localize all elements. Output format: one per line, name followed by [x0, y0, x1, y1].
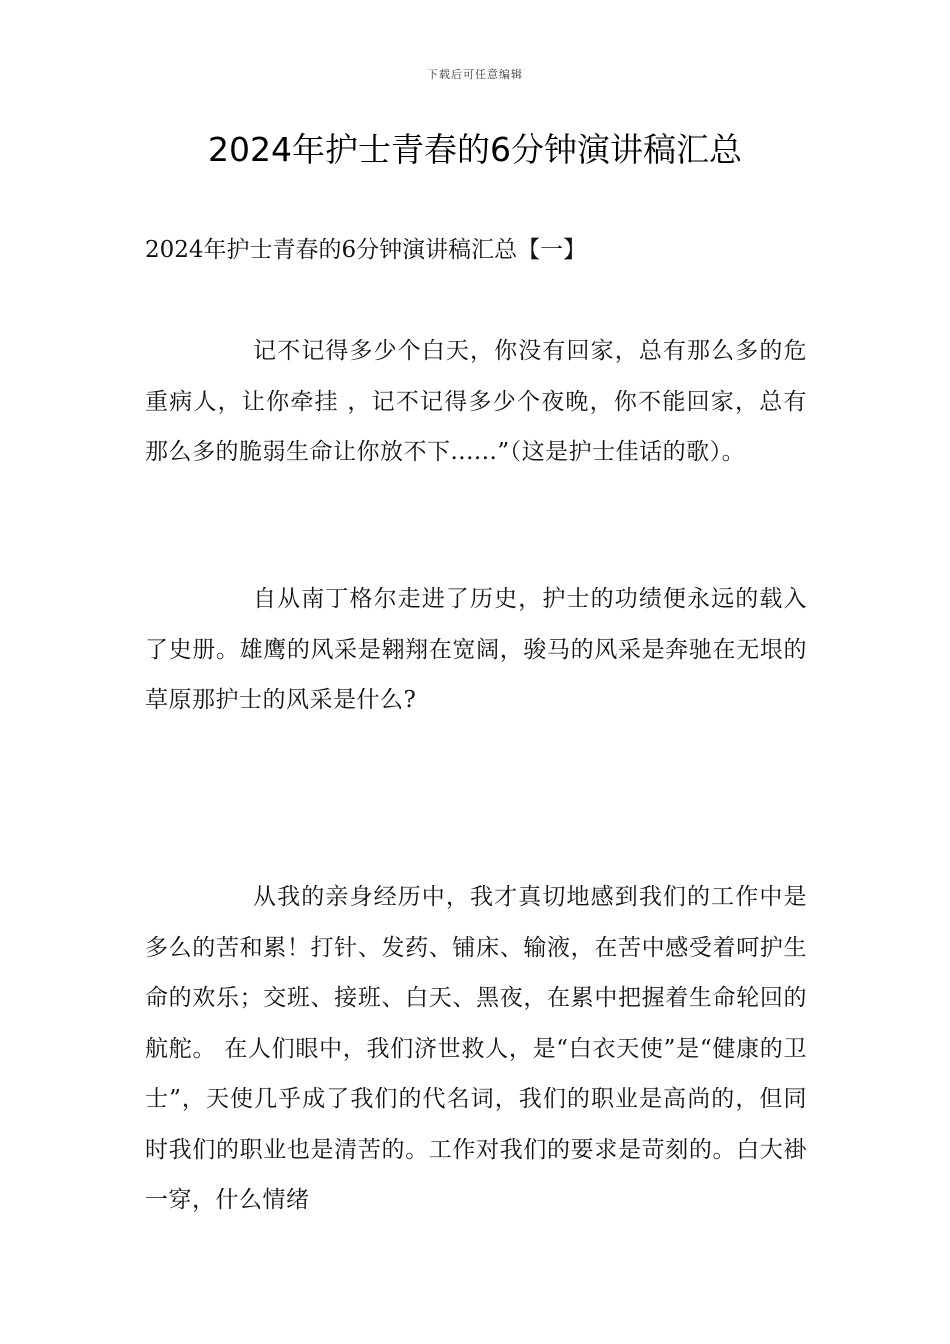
paragraph-2: 自从南丁格尔走进了历史，护士的功绩便永远的载入了史册。雄鹰的风采是翱翔在宽阔，骏马的风采是奔驰在无垠的草原那护士的风采是什么?	[145, 586, 807, 713]
paragraph-1: 记不记得多少个白天，你没有回家，总有那么多的危重病人，让你牵挂 ，记不记得多少个夜晚，你不能回家，总有那么多的脆弱生命让你放不下......”（这是护士佳话的歌）。	[145, 338, 807, 465]
section-heading: 2024年护士青春的6分钟演讲稿汇总【一】	[145, 237, 587, 263]
document-title: 2024年护士青春的6分钟演讲稿汇总	[208, 130, 742, 169]
header-note: 下载后可任意编辑	[427, 68, 523, 81]
paragraph-3: 从我的亲身经历中，我才真切地感到我们的工作中是多么的苦和累！打针、发药、铺床、输液，在苦中感受着呵护生命的欢乐；交班、接班、白天、黑夜，在累中把握着生命轮回的航舵。 在人们眼中，我们济世救人，是“白衣天使”是“健康的卫士”，天使几乎成了我们的代名词，我们的职业是高尚的，但同时我们的职业也是清苦的。工作对我们的要求是苛刻的。白大褂一穿，什么情绪	[145, 884, 807, 1213]
